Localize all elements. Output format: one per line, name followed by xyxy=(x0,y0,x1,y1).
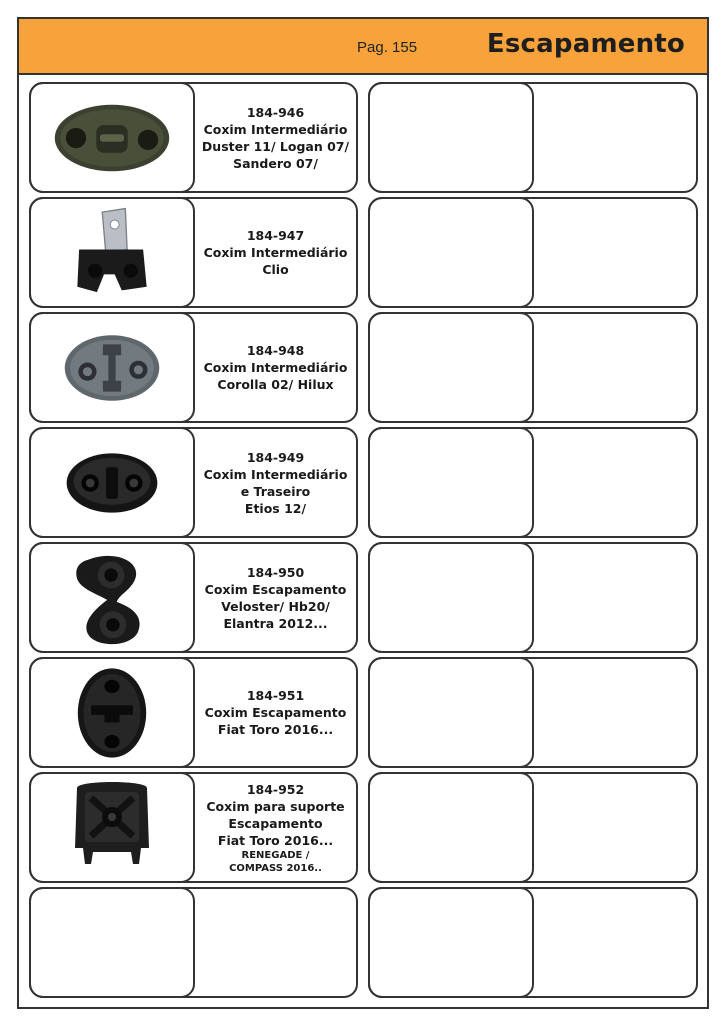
empty-card xyxy=(368,657,698,768)
page-number: Pag. 155 xyxy=(357,39,418,56)
product-image xyxy=(29,197,195,308)
product-desc: Sandero 07/ xyxy=(233,155,318,171)
product-image xyxy=(29,427,195,538)
section-title: Escapamento xyxy=(486,29,685,59)
product-desc: Duster 11/ Logan 07/ xyxy=(201,138,350,154)
product-image xyxy=(29,657,195,768)
product-desc: Elantra 2012... xyxy=(223,615,328,631)
product-card xyxy=(29,312,358,423)
product-note: COMPASS 2016.. xyxy=(229,862,322,874)
product-code: 184-946 xyxy=(246,104,305,120)
product-desc: Fiat Toro 2016... xyxy=(217,832,334,848)
product-card xyxy=(29,197,358,308)
empty-image-cell xyxy=(368,772,534,883)
product-image xyxy=(29,772,195,883)
empty-card xyxy=(368,312,698,423)
product-code: 184-951 xyxy=(246,688,305,703)
product-desc: Coxim Intermediário xyxy=(203,466,348,482)
empty-image-cell xyxy=(368,312,534,423)
product-desc: Etios 12/ xyxy=(244,500,307,516)
product-desc: Coxim Intermediário xyxy=(203,360,348,375)
product-desc: Coxim para suporte xyxy=(206,798,345,814)
product-code: 184-949 xyxy=(246,449,305,465)
grey-mount-icon xyxy=(62,330,162,406)
product-image xyxy=(29,82,195,193)
product-desc: Coxim Intermediário xyxy=(203,121,348,137)
empty-image-cell xyxy=(368,197,534,308)
empty-card xyxy=(368,197,698,308)
empty-image-cell xyxy=(368,427,534,538)
empty-image-cell xyxy=(368,82,534,193)
product-card xyxy=(29,657,358,768)
square-support-icon xyxy=(67,778,157,878)
product-desc: Corolla 02/ Hilux xyxy=(217,377,334,392)
product-code: 184-950 xyxy=(246,564,305,580)
product-desc: Clio xyxy=(262,262,289,277)
empty-card xyxy=(368,772,698,883)
empty-image-cell xyxy=(368,887,534,998)
product-desc: Coxim Escapamento xyxy=(204,581,347,597)
product-note: RENEGADE / xyxy=(241,849,310,861)
product-code: 184-947 xyxy=(246,228,305,243)
vertical-mount-icon xyxy=(74,665,150,761)
oval-mount-icon xyxy=(52,100,172,176)
product-desc: Escapamento xyxy=(228,815,323,831)
product-image xyxy=(29,312,195,423)
black-mount-icon xyxy=(64,447,160,519)
bracket-mount-icon xyxy=(72,205,152,301)
product-desc: Coxim Escapamento xyxy=(204,705,347,720)
empty-image-cell xyxy=(29,887,195,998)
product-desc: e Traseiro xyxy=(240,483,311,499)
product-card xyxy=(29,82,358,193)
product-image xyxy=(29,542,195,653)
product-card xyxy=(29,542,358,653)
product-code: 184-948 xyxy=(246,343,305,358)
empty-image-cell xyxy=(368,542,534,653)
product-code: 184-952 xyxy=(246,781,305,797)
product-desc: Veloster/ Hb20/ xyxy=(221,598,330,614)
empty-image-cell xyxy=(368,657,534,768)
empty-card xyxy=(29,887,358,998)
product-card xyxy=(29,772,358,883)
product-desc: Fiat Toro 2016... xyxy=(217,722,334,737)
empty-card xyxy=(368,887,698,998)
empty-card xyxy=(368,427,698,538)
product-desc: Coxim Intermediário xyxy=(203,245,348,260)
empty-card xyxy=(368,542,698,653)
figure8-mount-icon xyxy=(69,548,155,648)
product-card xyxy=(29,427,358,538)
empty-card xyxy=(368,82,698,193)
